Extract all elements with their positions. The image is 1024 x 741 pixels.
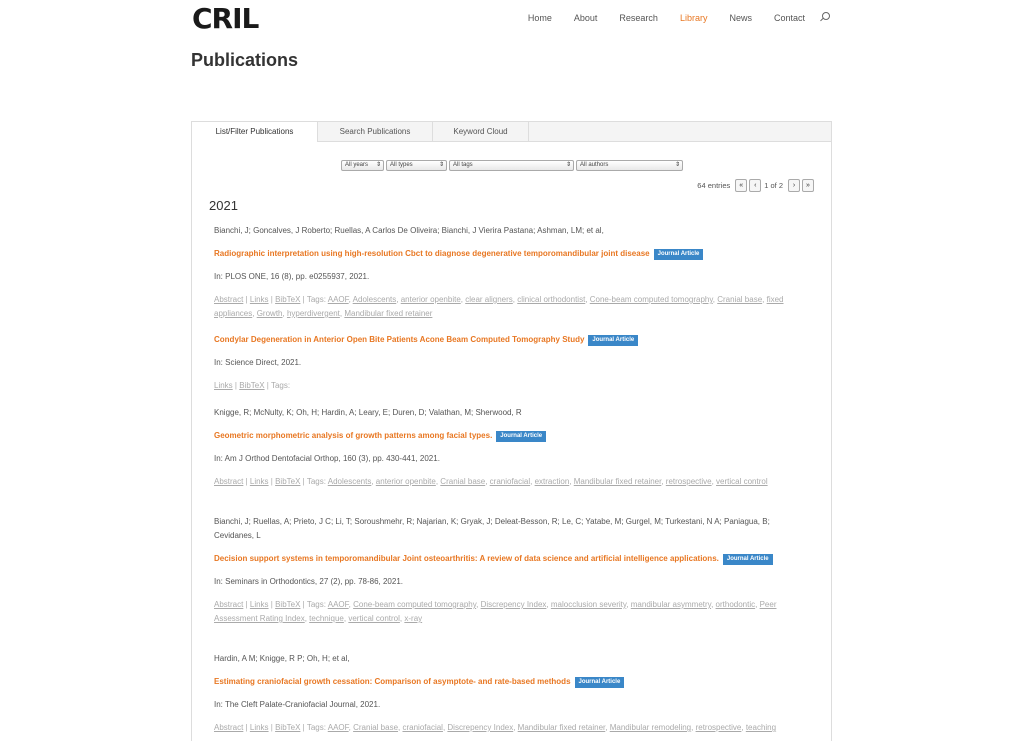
logo-text: CRIL bbox=[192, 2, 259, 35]
tab-bar bbox=[192, 122, 831, 142]
site-logo[interactable] bbox=[192, 4, 258, 34]
tag-link[interactable]: Adolescents bbox=[327, 477, 372, 486]
tag-link[interactable]: Mandibular fixed retainer bbox=[573, 477, 662, 486]
tag-link[interactable]: Cone-beam computed tomography bbox=[353, 600, 477, 609]
entry-venue: In: Science Direct, 2021. bbox=[214, 358, 302, 367]
entry-venue: In: PLOS ONE, 16 (8), pp. e0255937, 2021. bbox=[214, 272, 370, 281]
abstract-link[interactable]: Abstract bbox=[214, 723, 244, 732]
entry-title[interactable]: Estimating craniofacial growth cessation: Comparison of asymptote- and rate-based methods bbox=[214, 677, 571, 686]
entry-authors: Hardin, A M; Knigge, R P; Oh, H; et al, bbox=[214, 654, 350, 663]
publications-panel bbox=[191, 121, 832, 741]
tag-link[interactable]: Mandibular fixed retainer bbox=[344, 309, 433, 318]
search-icon[interactable] bbox=[819, 12, 831, 24]
tag-link[interactable]: Peer Assessment Rating Index bbox=[214, 600, 777, 623]
nav-about[interactable]: About bbox=[573, 13, 598, 23]
bibtex-link[interactable]: BibTeX bbox=[275, 295, 301, 304]
links-link[interactable]: Links bbox=[214, 381, 233, 390]
type-badge: Journal Article bbox=[588, 335, 638, 346]
tag-link[interactable]: teaching bbox=[745, 723, 777, 732]
entry-meta: Abstract | Links | BibTeX | Tags: Adolescents, anterior openbite, Cranial base, craniofacial, extraction, Mandibular fixed retainer, retrospective, vertical control bbox=[214, 477, 768, 486]
entry-authors: Bianchi, J; Ruellas, A; Prieto, J C; Li, T; Soroushmehr, R; Najarian, K; Gryak, J; Deleat-Besson, R; Le, C; Yatabe, M; Gurgel, M; Turkestani, N A; Paniagua, B; Cevidanes, L bbox=[214, 517, 770, 540]
bibtex-link[interactable]: BibTeX bbox=[275, 477, 301, 486]
entry-meta: Abstract | Links | BibTeX | Tags: AAOF, Cranial base, craniofacial, Discrepency Index, Mandibular fixed retainer, Mandibular remodeling, retrospective, teaching bbox=[214, 723, 777, 732]
nav-research[interactable]: Research bbox=[619, 13, 658, 23]
last-page-button[interactable]: » bbox=[802, 179, 814, 192]
entry-venue: In: The Cleft Palate-Craniofacial Journal, 2021. bbox=[214, 700, 381, 709]
tag-link[interactable]: clinical orthodontist bbox=[517, 295, 586, 304]
bibtex-link[interactable]: BibTeX bbox=[275, 723, 301, 732]
tag-link[interactable]: clear aligners bbox=[465, 295, 513, 304]
tag-link[interactable]: fixed appliances bbox=[214, 295, 784, 318]
entry-venue: In: Am J Orthod Dentofacial Orthop, 160 (3), pp. 430-441, 2021. bbox=[214, 454, 440, 463]
tag-link[interactable]: Cranial base bbox=[440, 477, 486, 486]
page-indicator: 1 of 2 bbox=[764, 181, 783, 190]
first-page-button[interactable]: « bbox=[735, 179, 747, 192]
abstract-link[interactable]: Abstract bbox=[214, 600, 244, 609]
pagination bbox=[697, 179, 814, 192]
tag-link[interactable]: craniofacial bbox=[489, 477, 531, 486]
publication-entry bbox=[214, 333, 804, 393]
tag-link[interactable]: Adolescents bbox=[352, 295, 397, 304]
links-link[interactable]: Links bbox=[249, 723, 269, 732]
filter-bar bbox=[341, 160, 683, 171]
entry-meta: Abstract | Links | BibTeX | Tags: AAOF, Cone-beam computed tomography, Discrepency Index, malocclusion severity, mandibular asymmetry, orthodontic, Peer Assessment Rating Index, technique, vertical control, x-ray bbox=[214, 600, 777, 623]
tag-link[interactable]: extraction bbox=[534, 477, 570, 486]
links-link[interactable]: Links bbox=[249, 295, 269, 304]
prev-page-button[interactable]: ‹ bbox=[749, 179, 761, 192]
tag-link[interactable]: x-ray bbox=[404, 614, 423, 623]
type-badge: Journal Article bbox=[575, 677, 625, 688]
tags-label: Tags: bbox=[270, 381, 291, 390]
year-heading: 2021 bbox=[209, 198, 238, 213]
entry-authors: Knigge, R; McNulty, K; Oh, H; Hardin, A; Leary, E; Duren, D; Valathan, M; Sherwood, R bbox=[214, 408, 522, 417]
tags-label: Tags: bbox=[306, 723, 326, 732]
type-badge: Journal Article bbox=[723, 554, 773, 565]
nav-news[interactable]: News bbox=[729, 13, 752, 23]
tag-link[interactable]: Discrepency Index bbox=[480, 600, 547, 609]
tag-link[interactable]: AAOF bbox=[327, 600, 349, 609]
tags-label: Tags: bbox=[306, 477, 326, 486]
entry-title[interactable]: Radiographic interpretation using high-resolution Cbct to diagnose degenerative temporomandibular joint disease bbox=[214, 249, 650, 258]
nav-contact[interactable]: Contact bbox=[773, 13, 805, 23]
bibtex-link[interactable]: BibTeX bbox=[239, 381, 265, 390]
tag-link[interactable]: malocclusion severity bbox=[550, 600, 627, 609]
tag-link[interactable]: Discrepency Index bbox=[447, 723, 514, 732]
tag-link[interactable]: Growth bbox=[256, 309, 283, 318]
publication-entry bbox=[214, 652, 804, 735]
entry-title[interactable]: Geometric morphometric analysis of growth patterns among facial types. bbox=[214, 431, 493, 440]
nav-home[interactable]: Home bbox=[527, 13, 552, 23]
tag-link[interactable]: retrospective bbox=[665, 477, 712, 486]
tab-keyword-cloud[interactable]: Keyword Cloud bbox=[433, 122, 529, 141]
tag-link[interactable]: AAOF bbox=[327, 723, 349, 732]
entry-title[interactable]: Condylar Degeneration in Anterior Open Bite Patients Acone Beam Computed Tomography Study bbox=[214, 335, 585, 344]
nav-library[interactable]: Library bbox=[679, 13, 708, 23]
type-badge: Journal Article bbox=[496, 431, 546, 442]
tag-link[interactable]: craniofacial bbox=[402, 723, 443, 732]
type-badge: Journal Article bbox=[654, 249, 704, 260]
next-page-button[interactable]: › bbox=[788, 179, 800, 192]
publication-entry bbox=[214, 406, 804, 489]
tag-link[interactable]: mandibular asymmetry bbox=[630, 600, 712, 609]
entry-meta: Abstract | Links | BibTeX | Tags: AAOF, Adolescents, anterior openbite, clear aligners, clinical orthodontist, Cone-beam computed tomography, Cranial base, fixed appliances, Growth, hyperdivergent, Mandibular fixed retainer bbox=[214, 295, 784, 318]
year-select[interactable]: All years ⇕ bbox=[341, 160, 384, 171]
tag-link[interactable]: Cone-beam computed tomography bbox=[589, 295, 713, 304]
abstract-link[interactable]: Abstract bbox=[214, 477, 244, 486]
tag-link[interactable]: anterior openbite bbox=[400, 295, 461, 304]
page-title: Publications bbox=[191, 50, 299, 70]
bibtex-link[interactable]: BibTeX bbox=[275, 600, 301, 609]
main-nav bbox=[506, 12, 831, 24]
entry-count: 64 entries bbox=[697, 181, 731, 190]
tag-link[interactable]: retrospective bbox=[695, 723, 742, 732]
type-select[interactable]: All types ⇕ bbox=[386, 160, 447, 171]
tag-link[interactable]: Mandibular fixed retainer bbox=[517, 723, 606, 732]
links-link[interactable]: Links bbox=[249, 477, 269, 486]
entry-authors: Bianchi, J; Goncalves, J Roberto; Ruellas, A Carlos De Oliveira; Bianchi, J Vierira Pastana; Ashman, LM; et al, bbox=[214, 226, 604, 235]
tag-link[interactable]: anterior openbite bbox=[375, 477, 436, 486]
links-link[interactable]: Links bbox=[249, 600, 269, 609]
publication-entry bbox=[214, 224, 804, 321]
tag-link[interactable]: AAOF bbox=[327, 295, 349, 304]
entry-meta: Links | BibTeX | Tags: bbox=[214, 381, 291, 390]
tag-link[interactable]: Cranial base bbox=[353, 723, 399, 732]
tab-list-filter[interactable]: List/Filter Publications bbox=[192, 122, 318, 142]
tags-label: Tags: bbox=[306, 600, 326, 609]
publication-entry bbox=[214, 515, 804, 626]
tag-link[interactable]: hyperdivergent bbox=[286, 309, 340, 318]
tag-link[interactable]: Cranial base bbox=[717, 295, 763, 304]
tag-link[interactable]: vertical control bbox=[348, 614, 400, 623]
tag-link[interactable]: Mandibular remodeling bbox=[609, 723, 692, 732]
tag-link[interactable]: technique bbox=[309, 614, 344, 623]
author-select[interactable]: All authors ⇕ bbox=[576, 160, 683, 171]
abstract-link[interactable]: Abstract bbox=[214, 295, 244, 304]
tags-label: Tags: bbox=[306, 295, 326, 304]
tag-select[interactable]: All tags ⇕ bbox=[449, 160, 574, 171]
entry-title[interactable]: Decision support systems in temporomandibular Joint osteoarthritis: A review of data science and artificial intelligence applications. bbox=[214, 554, 719, 563]
tag-link[interactable]: vertical control bbox=[716, 477, 768, 486]
tag-link[interactable]: orthodontic bbox=[715, 600, 756, 609]
entry-venue: In: Seminars in Orthodontics, 27 (2), pp. 78-86, 2021. bbox=[214, 577, 403, 586]
tab-search[interactable]: Search Publications bbox=[318, 122, 433, 141]
site-header bbox=[0, 0, 1024, 40]
